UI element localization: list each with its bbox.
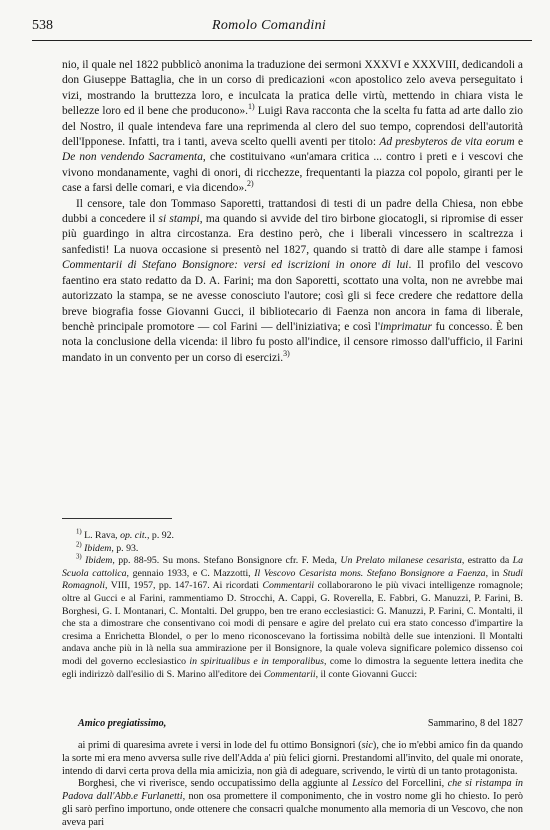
running-title: Romolo Comandini xyxy=(212,18,327,33)
page-header xyxy=(32,18,532,36)
page-number: 538 xyxy=(32,18,53,33)
header-rule xyxy=(32,40,532,41)
letter-heading xyxy=(62,718,523,732)
footnote-ref-1: 1) xyxy=(248,102,255,112)
letter-place-date: Sammarino, 8 del 1827 xyxy=(427,718,523,729)
footnote-1: $^{1)}$ L. Rava, op. cit., p. 92. xyxy=(76,528,174,541)
footnotes xyxy=(62,530,523,681)
footnote-2: $^{2)}$ Ibidem, p. 93. xyxy=(76,541,139,554)
letter-body xyxy=(62,740,523,830)
footnote-rule xyxy=(62,518,172,519)
paragraph-1: nio, il quale nel 1822 pubblicò anonima la traduzione dei sermoni XXXVI e XXXVIII, dedicandoli a don Giuseppe Battaglia, che in un corso di predicazioni «con apostolico zelo aveva perseguitato i vizi, mostrando la bruttezza loro, e inculcata la pratica delle virtù, mettendo in chiara vista le bellezze loro ed il bene che producono».$^{1)}$ Luigi Rava racconta che la scelta fu fatta ad arte dallo zio del Nostro, il quale intendeva fare una reprimenda al clero del suo tempo, coprendosi dell'autorità dell'Ipponese. Infatti, tra i tanti, aveva scelto quelli aventi per titolo: Ad presbyteros de vita eorum e De non vendendo Sacramenta, che costituivano «un'amara critica ... contro i preti e i vescovi che vivono mondanamente, vaghi di onori, di ricchezze, frequentanti la piazza col popolo, giranti per le case a farsi delle comari, e via dicendo».$^{2)}$ xyxy=(62,59,523,195)
main-text xyxy=(62,58,523,366)
letter-paragraph-1: ai primi di quaresima avrete i versi in lode del fu ottimo Bonsignori (sic), che io m'ebbi amico fin da quando la sorte mi era meno avversa sulle rive dell'Adda a' più felici giorni. Prestandomi all'invito, del quale mi onorate, intendo di darvi certa prova della mia amicizia, non già di adeguare, scrivendo, le virtù di un tanto protagonista. xyxy=(62,740,523,777)
footnote-ref-3: 3) xyxy=(283,348,290,358)
letter-salutation: Amico pregiatissimo, xyxy=(78,718,167,729)
footnote-ref-2: 2) xyxy=(247,179,254,189)
paragraph-2: Il censore, tale don Tommaso Saporetti, trattandosi di testi di un padre della Chiesa, non ebbe dubbi a concedere il si stampi, ma quando si avvide del tiro birbone giocatogli, si ripromise di esser più guardingo in altra circostanza. Era destino però, che i liberali vincessero in scaltrezza i sanfedisti! La nuova occasione si presentò nel 1827, quando si trattò di dare alle stampe i famosi Commentarii di Stefano Bonsignore: versi ed iscrizioni in onore di lui. Il profilo del vescovo faentino era stato redatto da D. A. Farini; ma don Saporetti, scottato una volta, non ne avrebbe mai autorizzato la stampa, se ne avesse conosciuto l'autore; così gli si fece credere che redattore della breve biografia fosse Giovanni Gucci, il bibliotecario di Faenza non ancora in fama di liberale, benchè principale promotore — col Farini — dell'iniziativa; e così l'imprimatur fu concesso. È ben nota la conclusione della vicenda: il libro fu posto all'indice, il censore rimosso dall'ufficio, il Farini mandato in un convento per un corso di esercizi.$^{3)}$ xyxy=(62,197,523,364)
footnote-3: $^{3)}$ Ibidem, pp. 88-95. Su mons. Stefano Bonsignore cfr. F. Meda, Un Prelato milanese cesarista, estratto da La Scuola cattolica, gennaio 1933, e C. Mazzotti, Il Vescovo Cesarista mons. Stefano Bonsignore a Faenza, in Studi Romagnoli, VIII, 1957, pp. 147-167. Ai ricordati Commentarii collaborarono le più vivaci intelligenze romagnole; oltre al Gucci e al Farini, rammentiamo D. Strocchi, A. Cappi, G. Roverella, E. Fabbri, G. Manuzzi, P. Farini, B. Borghesi, G. I. Montanari, C. Montalti. Del gruppo, ben tre erano ecclesiastici: G. Manuzzi, P. Farini, C. Montalti, il che sta a dimostrare che consentivano coi modi di pensare e agire del prelato cui era stato concesso d'impartire la cresima a Enrichetta Blondel, o per lo meno riconoscevano la fortissima nobiltà delle sue intenzioni. Il Montalti andava anche più in là nella sua ammirazione per il Bonsignore, la quale voleva significare polemico dissenso coi modi del governo ecclesiastico in spiritualibus e in temporalibus, come lo dimostra la seguente lettera inedita che egli indirizzò dall'esilio di S. Marino all'editore dei Commentarii, il conte Giovanni Gucci: xyxy=(62,553,524,680)
letter-paragraph-2: Borghesi, che vi riverisce, sendo occupatissimo della aggiunte al Lessico del Forcellini, che si ristampa in Padova dall'Abb.e Furlanetti, non osa promettere il componimento, che in vostro nome gli ho chiesto. Io però gli sarò perfino importuno, onde ottenere che consacri qualche monumento alla memoria di un Vescovo, che non aveva pari xyxy=(62,778,524,828)
